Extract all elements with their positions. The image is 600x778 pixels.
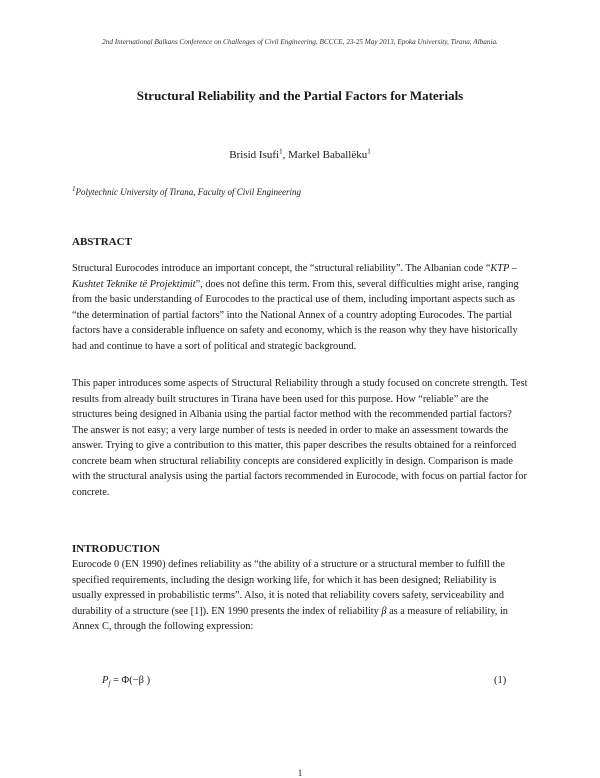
author-affiliation-mark: 1	[279, 147, 283, 156]
equation-lhs: P	[102, 675, 109, 686]
abstract-heading: ABSTRACT	[72, 236, 132, 248]
paragraph-text: ”, does not define this term. From this, several difficulties might arise, ranging from the basic understanding of Eurocodes to the practical use of them, including important aspects such as “the determination of partial factors” into the National Annex of a country adopting Eurocodes. The partial factors have a considerable influence on safety and economy, which is the reason why they have historically had and continue to have a sort of political and strategic background.	[72, 278, 519, 352]
author-name: Markel Baballëku	[288, 149, 368, 161]
code-name-italic: KTP – Kushtet Teknike të Projektimit	[72, 263, 517, 290]
introduction-paragraph-1	[72, 557, 528, 635]
affiliation-mark: 1	[72, 185, 76, 193]
abstract-paragraph-2	[72, 376, 528, 500]
conference-header: 2nd International Balkans Conference on Challenges of Civil Engineering, BCCCE, 23-25 May 2013, Epoka University, Tirana, Albania.	[102, 38, 498, 46]
equation-rhs: = Φ(−β )	[110, 675, 151, 686]
equation-lhs-subscript: f	[108, 680, 111, 689]
paragraph-text: Eurocode 0 (EN 1990) defines reliability as “the ability of a structure or a structural member to fulfill the specified requirements, including the design working life, for which it has been designed; Reliability is usually expressed in probabilistic terms”. Also, it is noted that reliability covers safety, serviceability and durability of a structure (see [1]). EN 1990 presents the index of reliability	[72, 559, 505, 617]
introduction-heading: INTRODUCTION	[72, 543, 161, 555]
affiliation-text: Polytechnic University of Tirana, Faculty of Civil Engineering	[75, 187, 301, 197]
paper-title: Structural Reliability and the Partial Factors for Materials	[136, 88, 464, 103]
equation-number: (1)	[494, 675, 507, 686]
author-list	[0, 149, 600, 161]
author-affiliation-mark: 1	[367, 147, 371, 156]
page-number: 1	[297, 768, 303, 778]
equation-1	[102, 675, 150, 688]
affiliation	[72, 187, 301, 197]
author-separator: ,	[282, 149, 289, 161]
paragraph-text: Structural Eurocodes introduce an important concept, the “structural reliability”. The Albanian code “	[72, 263, 491, 274]
author-name: Brisid Isufi	[229, 149, 280, 161]
beta-symbol: β	[381, 605, 387, 617]
paragraph-text: as a measure of reliability, in Annex C, through the following expression:	[72, 605, 508, 632]
paragraph-text: This paper introduces some aspects of Structural Reliability through a study focused on concrete strength. Test results from already built structures in Tirana have been used for this purpose. How “reliable” are the structures being designed in Albania using the partial factor method with the recommended partial factors? The answer is not easy; a very large number of tests is needed in order to make an assessment towards the answer. Trying to give a contribution to this matter, this paper describes the results obtained for a reinforced concrete beam when structural reliability concepts are considered explicitly in design. Comparison is made with the structural analysis using the partial factors recommended in Eurocode, with focus on partial factor for concrete.	[72, 378, 528, 498]
abstract-paragraph-1	[72, 261, 528, 354]
